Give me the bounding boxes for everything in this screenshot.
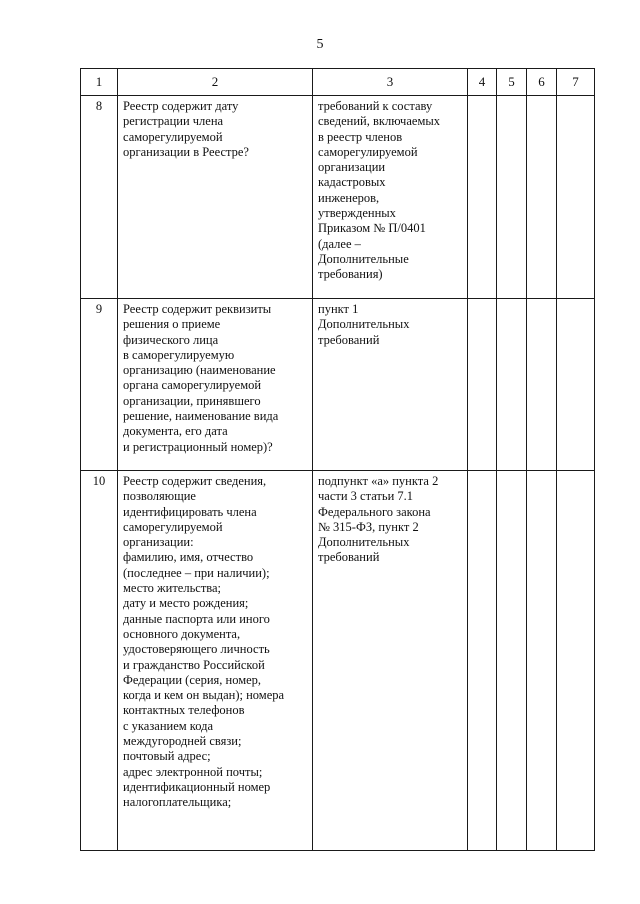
question-line: Реестр содержит сведения, — [123, 474, 267, 488]
reference-line: (далее – — [318, 236, 361, 251]
header-cell: 7 — [557, 69, 595, 96]
question-line: почтовый адрес; — [123, 749, 211, 764]
header-cell: 2 — [118, 69, 313, 96]
question-line: в саморегулируемую — [123, 347, 235, 362]
question-cell — [118, 96, 313, 299]
reference-line: Дополнительные — [318, 251, 409, 266]
reference-cell — [313, 471, 468, 851]
table-row — [81, 96, 595, 299]
question-line: удостоверяющего личность — [123, 642, 270, 657]
empty-check-cell — [468, 96, 497, 299]
question-line: междугородней связи; — [123, 734, 242, 749]
question-line: саморегулируемой — [123, 519, 223, 534]
reference-line: части 3 статьи 7.1 — [318, 489, 414, 504]
question-line: основного документа, — [123, 626, 241, 641]
question-line: когда и кем он выдан); номера — [123, 688, 285, 703]
row-number: 8 — [81, 96, 118, 299]
question-line: регистрации члена — [123, 114, 224, 129]
question-line: (последнее – при наличии); — [123, 565, 270, 580]
question-line: организации, принявшего — [123, 393, 261, 408]
page-number: 5 — [316, 37, 324, 52]
reference-line: Приказом № П/0401 — [318, 221, 426, 236]
question-line: с указанием кода — [123, 718, 214, 733]
question-line: налогоплательщика; — [123, 795, 232, 810]
header-cell: 1 — [81, 69, 118, 96]
question-line: организацию (наименование — [123, 363, 276, 378]
header-cell: 3 — [313, 69, 468, 96]
reference-line: в реестр членов — [318, 129, 403, 144]
empty-check-cell — [497, 299, 527, 471]
table-header-row — [81, 69, 595, 96]
question-line: Реестр содержит реквизиты — [123, 302, 272, 316]
question-line: и регистрационный номер)? — [123, 439, 273, 454]
row-number: 9 — [81, 299, 118, 471]
question-line: и гражданство Российской — [123, 657, 265, 672]
reference-line: инженеров, — [318, 190, 380, 205]
row-number: 10 — [81, 471, 118, 851]
reference-line: требований к составу — [318, 99, 433, 113]
requirements-table — [80, 68, 595, 851]
empty-check-cell — [527, 471, 557, 851]
reference-line: требований — [318, 332, 380, 347]
empty-check-cell — [527, 299, 557, 471]
question-line: Федерации (серия, номер, — [123, 672, 262, 687]
reference-line: Дополнительных — [318, 535, 410, 550]
question-line: фамилию, имя, отчество — [123, 550, 254, 565]
reference-line: организации — [318, 160, 386, 175]
reference-cell — [313, 96, 468, 299]
empty-check-cell — [497, 96, 527, 299]
question-line: физического лица — [123, 332, 219, 347]
reference-line: пункт 1 — [318, 302, 359, 316]
question-line: организации в Реестре? — [123, 144, 249, 159]
reference-line: № 315-ФЗ, пункт 2 — [318, 519, 419, 534]
table-row — [81, 471, 595, 851]
question-line: идентифицировать члена — [123, 504, 257, 519]
question-line: решение, наименование вида — [123, 409, 279, 424]
question-line: адрес электронной почты; — [123, 764, 263, 779]
empty-check-cell — [468, 299, 497, 471]
question-line: Реестр содержит дату — [123, 99, 239, 113]
reference-cell — [313, 299, 468, 471]
question-line: органа саморегулируемой — [123, 378, 262, 393]
reference-line: саморегулируемой — [318, 144, 418, 159]
empty-check-cell — [468, 471, 497, 851]
header-cell: 4 — [468, 69, 497, 96]
reference-line: Дополнительных — [318, 317, 410, 332]
reference-line: подпункт «а» пункта 2 — [318, 474, 439, 488]
empty-check-cell — [557, 299, 595, 471]
question-line: организации: — [123, 535, 194, 550]
empty-check-cell — [557, 471, 595, 851]
question-cell — [118, 299, 313, 471]
question-line: данные паспорта или иного — [123, 611, 270, 626]
reference-line: требований — [318, 550, 380, 565]
question-line: документа, его дата — [123, 424, 228, 439]
question-line: саморегулируемой — [123, 129, 223, 144]
question-line: контактных телефонов — [123, 703, 245, 718]
reference-line: сведений, включаемых — [318, 114, 441, 129]
question-line: место жительства; — [123, 581, 222, 596]
header-cell: 5 — [497, 69, 527, 96]
empty-check-cell — [497, 471, 527, 851]
reference-line: требования) — [318, 267, 383, 282]
reference-line: Федерального закона — [318, 504, 431, 519]
table-row — [81, 299, 595, 471]
question-line: позволяющие — [123, 489, 196, 504]
reference-line: утвержденных — [318, 206, 396, 221]
question-line: решения о приеме — [123, 317, 221, 332]
reference-line: кадастровых — [318, 175, 386, 190]
header-cell: 6 — [527, 69, 557, 96]
empty-check-cell — [557, 96, 595, 299]
question-line: идентификационный номер — [123, 779, 271, 794]
question-line: дату и место рождения; — [123, 596, 249, 611]
empty-check-cell — [527, 96, 557, 299]
question-cell — [118, 471, 313, 851]
